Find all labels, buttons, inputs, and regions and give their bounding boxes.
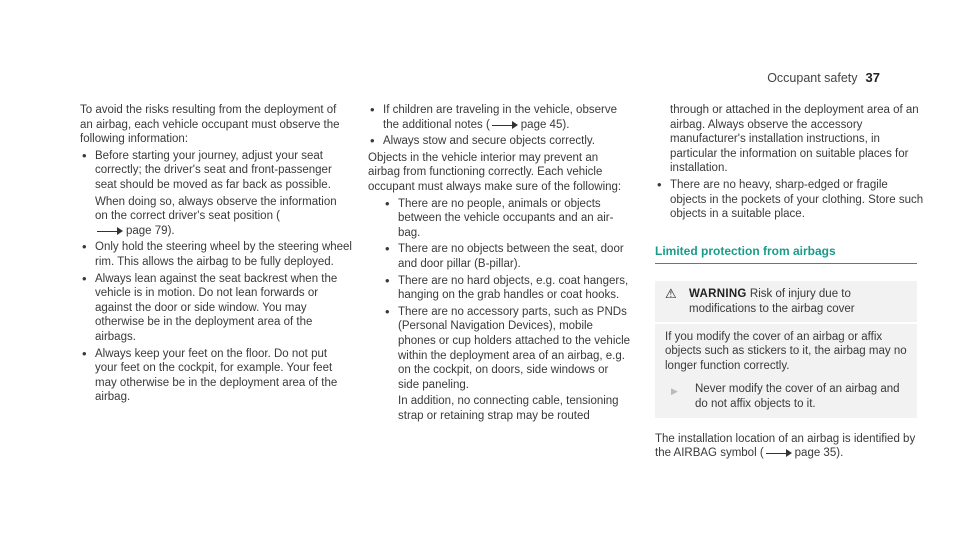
arrow-right-icon	[97, 227, 123, 235]
play-triangle-icon: ▶	[671, 386, 678, 397]
list-item: • Always lean against the seat backrest when the vehicle is in motion. Do not lean forwards or against the door or side window. You may otherwise be in the deployment area of the airbags.	[80, 272, 352, 345]
warning-body	[655, 324, 917, 418]
sub-list-item: • There are no people, animals or objects between the vehicle occupants and an air-bag.	[383, 197, 632, 241]
list-item: • Before starting your journey, adjust your seat correctly; the driver's seat and front-passenger seat should be moved as far back as possible.	[80, 149, 352, 193]
sub-list-item: • There are no hard objects, e.g. coat hangers, hanging on the grab handles or coat hooks.	[383, 274, 632, 303]
arrow-right-icon	[492, 121, 518, 129]
warning-label: WARNING	[689, 288, 747, 301]
list-item: • There are no heavy, sharp-edged or fragile objects in the pockets of your clothing. Store such objects in a suitable place.	[655, 178, 927, 222]
warning-action	[665, 382, 909, 411]
page-header	[767, 70, 880, 85]
list-item: • Always keep your feet on the floor. Do not put your feet on the cockpit, for example. Your feet may otherwise be in the deployment area of the airbag.	[80, 347, 352, 405]
sub-list	[368, 197, 632, 424]
section-title: Occupant safety	[767, 71, 858, 85]
sub-list-item: • There are no objects between the seat, door and door pillar (B-pillar).	[383, 242, 632, 271]
list-item: • If children are traveling in the vehicle, observe the additional notes ( page 45).	[368, 103, 632, 132]
warning-header	[655, 281, 917, 323]
sub-list-item: • There are no accessory parts, such as PNDs (Personal Navigation Devices), mobile phones or cup holders attached to the vehicle within the deployment area of an airbag, e.g. on the cockpit, on doors, side windows or side paneling.	[383, 305, 632, 393]
arrow-right-icon	[766, 449, 792, 457]
continued-paragraph: through or attached in the deployment area of an airbag. Always observe the accessory manufacturer's installation instructions, in particular the information on suitable places for installation.	[670, 104, 919, 175]
page-reference-link[interactable]: page 45	[520, 118, 563, 131]
list-item: • Only hold the steering wheel by the steering wheel rim. This allows the airbag to be fully deployed.	[80, 240, 352, 269]
column-1	[80, 103, 352, 407]
body-paragraph: Objects in the vehicle interior may prevent an airbag from functioning correctly. Each vehicle occupant must always make sure of the following:	[368, 151, 622, 193]
list-item: • Always stow and secure objects correctly.	[368, 134, 632, 149]
final-paragraph: The installation location of an airbag is identified by the AIRBAG symbol ( page 35).	[655, 432, 916, 460]
warning-action-text: Never modify the cover of an airbag and do not affix objects to it.	[695, 383, 900, 410]
intro-paragraph: To avoid the risks resulting from the deployment of an airbag, each vehicle occupant must observe the following information:	[80, 104, 340, 146]
list-item-note: When doing so, always observe the information on the correct driver's seat position (page 79).	[95, 195, 337, 237]
warning-box	[655, 281, 917, 417]
warning-triangle-icon: ⚠	[665, 286, 677, 302]
page-reference-link[interactable]: page 35	[794, 447, 837, 460]
section-heading: Limited protection from airbags	[655, 244, 917, 265]
warning-title: Risk of injury due to modifications to the airbag cover	[689, 288, 855, 315]
sub-list-note: In addition, no connecting cable, tensioning strap or retaining strap may be routed	[398, 395, 619, 422]
page-number: 37	[865, 70, 880, 85]
page-reference-link[interactable]: page 79	[126, 224, 168, 237]
column-3	[655, 103, 927, 463]
warning-text: If you modify the cover of an airbag or affix objects such as stickers to it, the airbag may no longer function correctly.	[665, 330, 907, 372]
column-2	[368, 103, 632, 425]
